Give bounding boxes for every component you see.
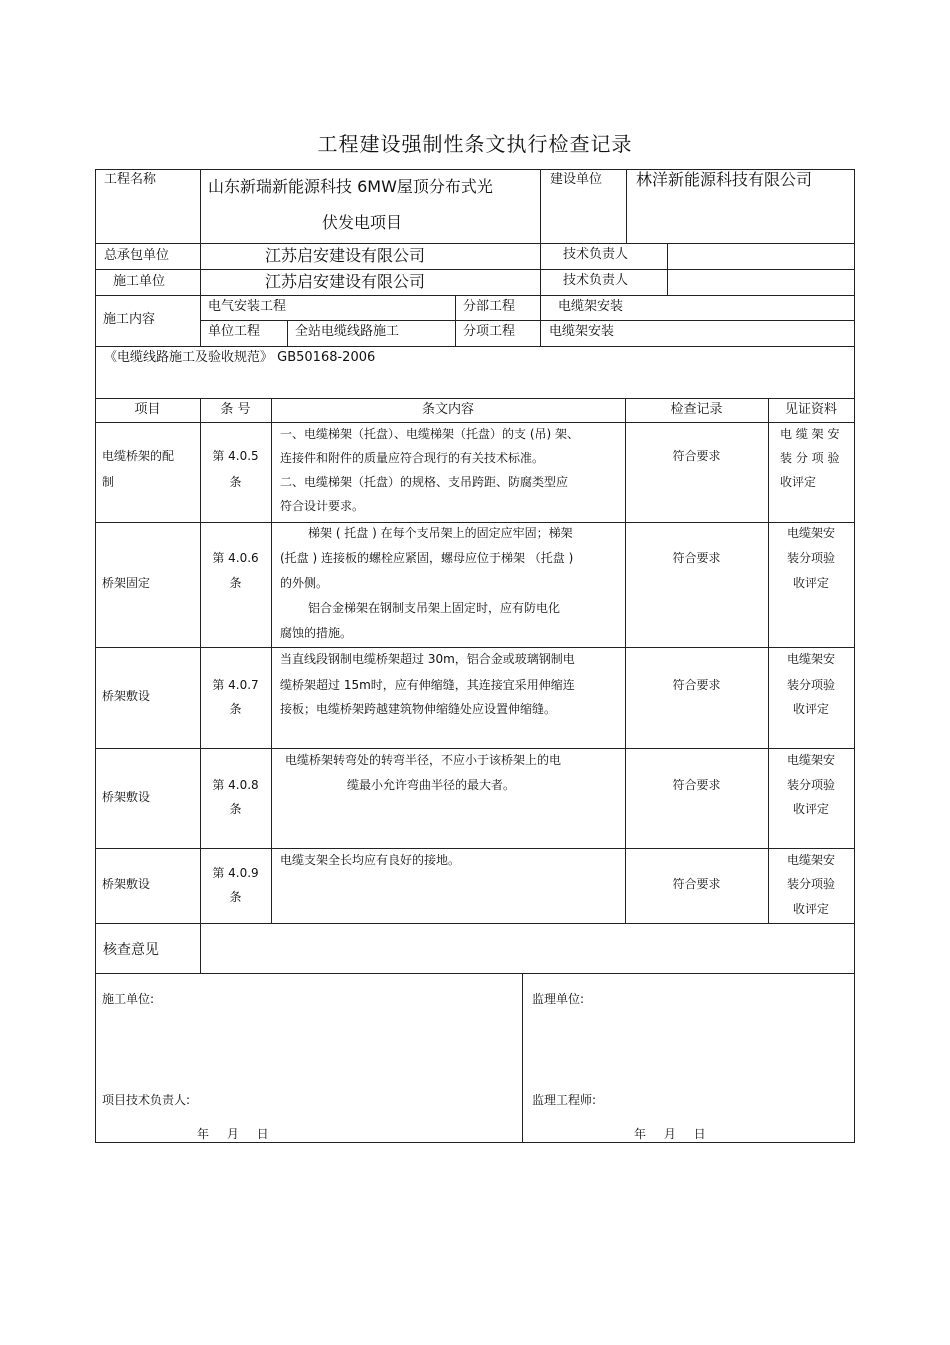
col-header-content: 条文内容 — [421, 402, 474, 417]
division-label: 分部工程 — [463, 299, 516, 314]
construction-unit-label: 施工单位 — [113, 274, 166, 289]
row-evidence-line: 收评定 — [792, 702, 829, 716]
row-evidence-line: 收评定 — [792, 576, 829, 590]
col-header-evidence: 见证资料 — [784, 402, 837, 417]
row-content-line: 电缆桥架转弯处的转弯半径，不应小于该桥架上的电 — [285, 753, 562, 767]
row-evidence-line: 收评定 — [780, 475, 817, 489]
col-header-item: 项目 — [134, 402, 161, 417]
row-item-line: 桥架敷设 — [102, 790, 151, 804]
footer-construction-unit-label: 施工单位: — [102, 992, 155, 1006]
division-value: 电缆架安装 — [558, 299, 624, 314]
row-evidence-line: 电 缆 架 安 — [780, 427, 840, 441]
row-evidence-line: 电缆架安 — [786, 753, 835, 767]
general-contractor-value: 江苏启安建设有限公司 — [265, 246, 426, 265]
row-content-line: 梯架 ( 托盘 ) 在每个支吊架上的固定应牢固；梯架 — [308, 526, 573, 540]
row-content-line: 二、电缆梯架（托盘）的规格、支吊跨距、防腐类型应 — [280, 475, 569, 489]
row-item-line: 桥架固定 — [102, 576, 151, 590]
row-clause-line: 第 4.0.7 — [212, 678, 259, 692]
row-evidence-line: 收评定 — [792, 902, 829, 916]
row-evidence-line: 装分项验 — [786, 778, 835, 792]
row-item-line: 电缆桥架的配 — [102, 449, 175, 463]
client-label: 建设单位 — [550, 172, 603, 187]
row-content-line: (托盘 ) 连接板的螺栓应紧固，螺母应位于梯架 （托盘 ) — [280, 551, 574, 565]
row-record: 符合要求 — [672, 877, 721, 891]
tech-lead-label-2: 技术负责人 — [563, 273, 629, 288]
page-title: 工程建设强制性条文执行检查记录 — [317, 132, 633, 156]
row-clause-line: 条 — [229, 576, 242, 590]
footer-engineer-label: 监理工程师: — [532, 1093, 597, 1107]
row-clause-line: 第 4.0.6 — [212, 551, 259, 565]
unit-project-label: 单位工程 — [208, 324, 261, 339]
row-record: 符合要求 — [672, 778, 721, 792]
row-content-line: 缆桥架超过 15m时，应有伸缩缝，其连接宜采用伸缩连 — [280, 678, 575, 692]
row-content-line: 一、电缆梯架（托盘）、电缆梯架（托盘）的支 (吊) 架、 — [280, 427, 579, 441]
subitem-label: 分项工程 — [463, 324, 516, 339]
subitem-value: 电缆架安装 — [549, 324, 615, 339]
col-header-record: 检查记录 — [670, 402, 723, 417]
footer-tech-lead-label: 项目技术负责人: — [102, 1093, 191, 1107]
row-record: 符合要求 — [672, 449, 721, 463]
row-evidence-line: 装 分 项 验 — [780, 451, 840, 465]
row-evidence-line: 收评定 — [792, 802, 829, 816]
row-content-line: 腐蚀的措施。 — [280, 626, 353, 640]
row-clause-line: 第 4.0.9 — [212, 866, 259, 880]
row-content-line: 铝合金梯架在钢制支吊架上固定时，应有防电化 — [308, 601, 561, 615]
general-contractor-label: 总承包单位 — [104, 248, 170, 263]
client-value: 林洋新能源科技有限公司 — [636, 170, 813, 189]
construction-unit-value: 江苏启安建设有限公司 — [265, 272, 426, 291]
row-content-line: 的外侧。 — [280, 576, 329, 590]
row-item-line: 桥架敷设 — [102, 877, 151, 891]
row-evidence-line: 装分项验 — [786, 678, 835, 692]
row-evidence-line: 装分项验 — [786, 551, 835, 565]
row-clause-line: 条 — [229, 890, 242, 904]
project-name-label: 工程名称 — [104, 172, 157, 187]
footer-right-date: 年 月 日 — [634, 1127, 706, 1141]
row-clause-line: 条 — [229, 702, 242, 716]
footer-supervision-unit-label: 监理单位: — [532, 992, 585, 1006]
row-item-line: 桥架敷设 — [102, 689, 151, 703]
project-name-line2: 伏发电项目 — [322, 213, 403, 232]
content-label: 施工内容 — [103, 312, 156, 327]
row-clause-line: 第 4.0.5 — [212, 449, 259, 463]
row-evidence-line: 电缆架安 — [786, 526, 835, 540]
row-content-line: 符合设计要求。 — [280, 499, 365, 513]
row-clause-line: 条 — [229, 802, 242, 816]
standard-reference: 《电缆线路施工及验收规范》 GB50168-2006 — [104, 350, 376, 365]
row-content-line: 连接件和附件的质量应符合现行的有关技术标准。 — [280, 451, 545, 465]
row-record: 符合要求 — [672, 551, 721, 565]
unit-project-value: 全站电缆线路施工 — [295, 324, 400, 339]
col-header-clause: 条 号 — [220, 402, 251, 417]
row-content-line: 缆最小允许弯曲半径的最大者。 — [347, 778, 516, 792]
row-record: 符合要求 — [672, 678, 721, 692]
review-label: 核查意见 — [103, 942, 159, 958]
row-evidence-line: 装分项验 — [786, 877, 835, 891]
tech-lead-label-1: 技术负责人 — [563, 247, 629, 262]
row-content-line: 当直线段钢制电缆桥架超过 30m，铝合金或玻璃钢制电 — [280, 652, 575, 666]
row-clause-line: 第 4.0.8 — [212, 778, 259, 792]
content-value: 电气安装工程 — [208, 299, 287, 314]
project-name-line1: 山东新瑞新能源科技 6MW屋顶分布式光 — [208, 177, 493, 196]
row-evidence-line: 电缆架安 — [786, 853, 835, 867]
row-clause-line: 条 — [229, 475, 242, 489]
row-content-line: 接板；电缆桥架跨越建筑物伸缩缝处应设置伸缩缝。 — [280, 702, 557, 716]
footer-left-date: 年 月 日 — [197, 1127, 269, 1141]
row-evidence-line: 电缆架安 — [786, 652, 835, 666]
row-item-line: 制 — [102, 475, 115, 489]
row-content-line: 电缆支架全长均应有良好的接地。 — [280, 853, 461, 867]
